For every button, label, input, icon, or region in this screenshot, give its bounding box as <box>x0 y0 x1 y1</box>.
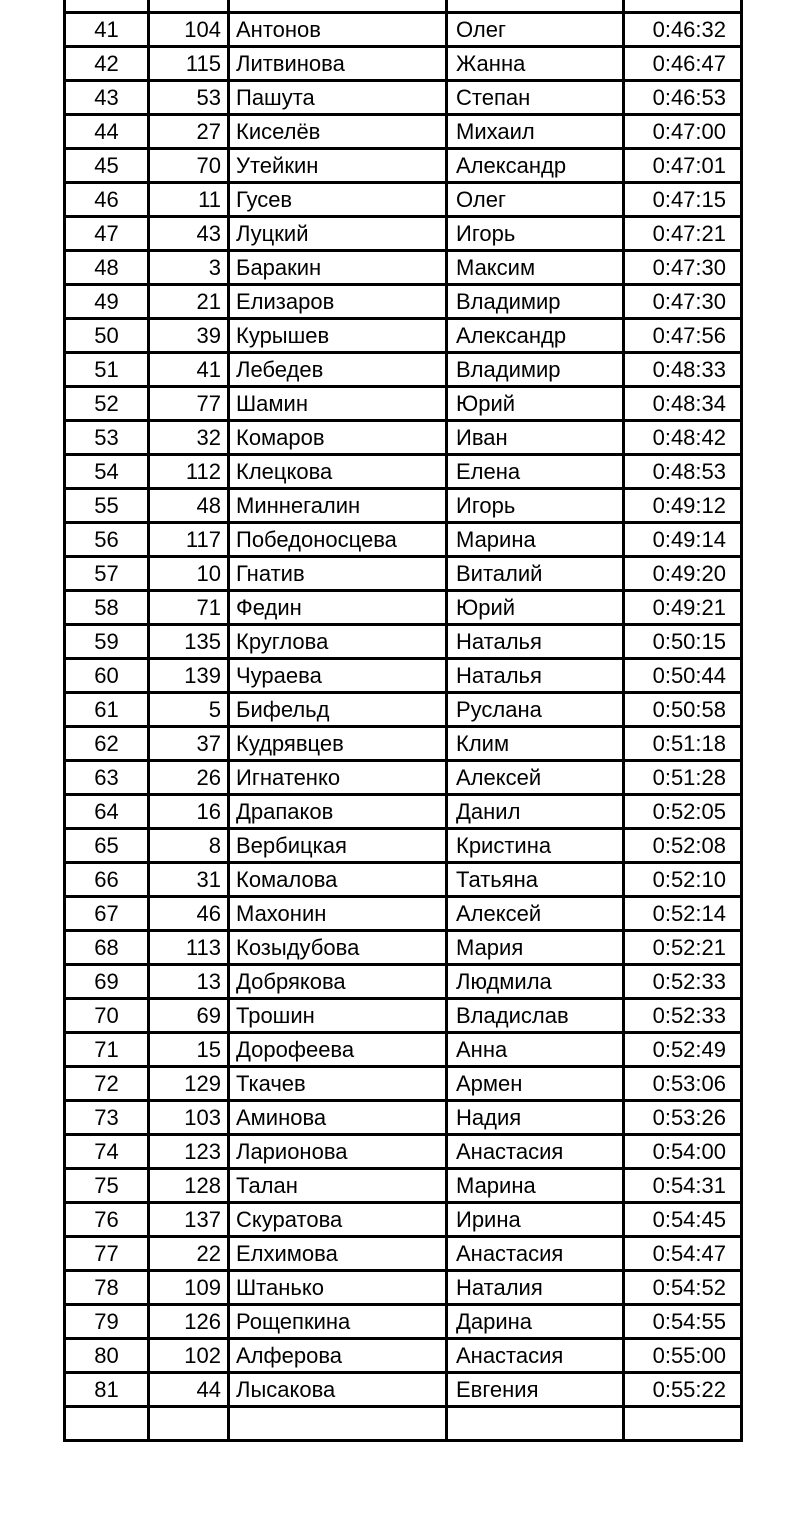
bib-cell: 26 <box>149 761 229 795</box>
time-cell: 0:48:33 <box>624 353 742 387</box>
last-name-cell: Победоносцева <box>229 523 447 557</box>
last-name-cell: Ткачев <box>229 1067 447 1101</box>
place-cell: 60 <box>65 659 149 693</box>
first-name-cell: Елена <box>447 455 624 489</box>
place-cell: 44 <box>65 115 149 149</box>
table-row <box>65 1101 742 1135</box>
time-cell <box>624 1407 742 1441</box>
time-cell: 0:52:49 <box>624 1033 742 1067</box>
bib-cell: 27 <box>149 115 229 149</box>
first-name-cell <box>447 0 624 13</box>
bib-cell: 139 <box>149 659 229 693</box>
last-name-cell: Литвинова <box>229 47 447 81</box>
table-row <box>65 523 742 557</box>
table-row <box>65 353 742 387</box>
first-name-cell: Михаил <box>447 115 624 149</box>
last-name-cell: Гнатив <box>229 557 447 591</box>
place-cell: 46 <box>65 183 149 217</box>
place-cell: 70 <box>65 999 149 1033</box>
table-row <box>65 47 742 81</box>
table-row <box>65 387 742 421</box>
time-cell: 0:52:21 <box>624 931 742 965</box>
last-name-cell: Бифельд <box>229 693 447 727</box>
last-name-cell: Курышев <box>229 319 447 353</box>
table-row <box>65 1135 742 1169</box>
last-name-cell: Вербицкая <box>229 829 447 863</box>
table-row <box>65 149 742 183</box>
place-cell: 48 <box>65 251 149 285</box>
first-name-cell: Виталий <box>447 557 624 591</box>
table-row <box>65 999 742 1033</box>
first-name-cell: Марина <box>447 1169 624 1203</box>
bib-cell: 77 <box>149 387 229 421</box>
results-table <box>63 0 743 1442</box>
place-cell: 75 <box>65 1169 149 1203</box>
last-name-cell: Дорофеева <box>229 1033 447 1067</box>
last-name-cell: Шамин <box>229 387 447 421</box>
last-name-cell: Трошин <box>229 999 447 1033</box>
last-name-cell: Кудрявцев <box>229 727 447 761</box>
bib-cell: 53 <box>149 81 229 115</box>
place-cell: 42 <box>65 47 149 81</box>
table-row <box>65 897 742 931</box>
first-name-cell: Степан <box>447 81 624 115</box>
time-cell: 0:46:32 <box>624 13 742 47</box>
table-row <box>65 1339 742 1373</box>
place-cell: 81 <box>65 1373 149 1407</box>
table-row <box>65 1203 742 1237</box>
table-row <box>65 659 742 693</box>
bib-cell: 11 <box>149 183 229 217</box>
first-name-cell: Татьяна <box>447 863 624 897</box>
first-name-cell: Армен <box>447 1067 624 1101</box>
bib-cell: 71 <box>149 591 229 625</box>
time-cell: 0:47:30 <box>624 251 742 285</box>
place-cell: 54 <box>65 455 149 489</box>
place-cell: 65 <box>65 829 149 863</box>
table-row <box>65 591 742 625</box>
table-row <box>65 1033 742 1067</box>
place-cell: 71 <box>65 1033 149 1067</box>
place-cell: 57 <box>65 557 149 591</box>
bib-cell: 126 <box>149 1305 229 1339</box>
bib-cell: 113 <box>149 931 229 965</box>
bib-cell: 41 <box>149 353 229 387</box>
table-row <box>65 1067 742 1101</box>
bib-cell: 135 <box>149 625 229 659</box>
table-row <box>65 455 742 489</box>
first-name-cell: Дарина <box>447 1305 624 1339</box>
time-cell: 0:52:14 <box>624 897 742 931</box>
place-cell: 78 <box>65 1271 149 1305</box>
table-row <box>65 81 742 115</box>
bib-cell: 48 <box>149 489 229 523</box>
place-cell: 74 <box>65 1135 149 1169</box>
bib-cell: 69 <box>149 999 229 1033</box>
time-cell: 0:47:00 <box>624 115 742 149</box>
place-cell: 49 <box>65 285 149 319</box>
place-cell: 50 <box>65 319 149 353</box>
time-cell: 0:50:15 <box>624 625 742 659</box>
place-cell: 63 <box>65 761 149 795</box>
bib-cell: 16 <box>149 795 229 829</box>
last-name-cell: Драпаков <box>229 795 447 829</box>
time-cell: 0:51:28 <box>624 761 742 795</box>
time-cell: 0:46:53 <box>624 81 742 115</box>
bib-cell: 46 <box>149 897 229 931</box>
first-name-cell: Жанна <box>447 47 624 81</box>
last-name-cell <box>229 1407 447 1441</box>
first-name-cell: Владислав <box>447 999 624 1033</box>
last-name-cell: Миннегалин <box>229 489 447 523</box>
place-cell: 43 <box>65 81 149 115</box>
bib-cell: 112 <box>149 455 229 489</box>
table-row <box>65 251 742 285</box>
bib-cell: 128 <box>149 1169 229 1203</box>
first-name-cell: Руслана <box>447 693 624 727</box>
bib-cell: 103 <box>149 1101 229 1135</box>
table-row <box>65 489 742 523</box>
first-name-cell: Алексей <box>447 761 624 795</box>
last-name-cell: Лысакова <box>229 1373 447 1407</box>
place-cell: 79 <box>65 1305 149 1339</box>
table-row <box>65 183 742 217</box>
first-name-cell: Владимир <box>447 353 624 387</box>
first-name-cell <box>447 1407 624 1441</box>
place-cell: 58 <box>65 591 149 625</box>
first-name-cell: Максим <box>447 251 624 285</box>
bib-cell: 8 <box>149 829 229 863</box>
first-name-cell: Иван <box>447 421 624 455</box>
place-cell: 73 <box>65 1101 149 1135</box>
table-row <box>65 1169 742 1203</box>
time-cell: 0:48:34 <box>624 387 742 421</box>
time-cell: 0:47:21 <box>624 217 742 251</box>
last-name-cell: Скуратова <box>229 1203 447 1237</box>
time-cell: 0:55:22 <box>624 1373 742 1407</box>
bib-cell: 104 <box>149 13 229 47</box>
time-cell: 0:50:58 <box>624 693 742 727</box>
time-cell: 0:48:53 <box>624 455 742 489</box>
place-cell: 47 <box>65 217 149 251</box>
time-cell: 0:54:52 <box>624 1271 742 1305</box>
bib-cell: 109 <box>149 1271 229 1305</box>
time-cell: 0:55:00 <box>624 1339 742 1373</box>
bib-cell: 43 <box>149 217 229 251</box>
first-name-cell: Игорь <box>447 489 624 523</box>
first-name-cell: Анастасия <box>447 1237 624 1271</box>
first-name-cell: Юрий <box>447 387 624 421</box>
place-cell <box>65 0 149 13</box>
bib-cell: 10 <box>149 557 229 591</box>
last-name-cell: Клецкова <box>229 455 447 489</box>
first-name-cell: Анастасия <box>447 1135 624 1169</box>
place-cell: 66 <box>65 863 149 897</box>
place-cell: 67 <box>65 897 149 931</box>
time-cell: 0:52:10 <box>624 863 742 897</box>
place-cell: 41 <box>65 13 149 47</box>
bib-cell: 117 <box>149 523 229 557</box>
place-cell: 45 <box>65 149 149 183</box>
last-name-cell: Ларионова <box>229 1135 447 1169</box>
table-row <box>65 625 742 659</box>
time-cell: 0:53:26 <box>624 1101 742 1135</box>
bib-cell: 31 <box>149 863 229 897</box>
last-name-cell: Козыдубова <box>229 931 447 965</box>
bib-cell: 115 <box>149 47 229 81</box>
time-cell <box>624 0 742 13</box>
last-name-cell: Гусев <box>229 183 447 217</box>
first-name-cell: Игорь <box>447 217 624 251</box>
time-cell: 0:54:45 <box>624 1203 742 1237</box>
place-cell: 56 <box>65 523 149 557</box>
place-cell: 77 <box>65 1237 149 1271</box>
time-cell: 0:50:44 <box>624 659 742 693</box>
first-name-cell: Анна <box>447 1033 624 1067</box>
time-cell: 0:48:42 <box>624 421 742 455</box>
place-cell: 76 <box>65 1203 149 1237</box>
last-name-cell <box>229 0 447 13</box>
first-name-cell: Юрий <box>447 591 624 625</box>
last-name-cell: Комаров <box>229 421 447 455</box>
time-cell: 0:49:21 <box>624 591 742 625</box>
place-cell: 68 <box>65 931 149 965</box>
place-cell: 72 <box>65 1067 149 1101</box>
first-name-cell: Олег <box>447 13 624 47</box>
time-cell: 0:52:08 <box>624 829 742 863</box>
bib-cell: 37 <box>149 727 229 761</box>
time-cell: 0:49:14 <box>624 523 742 557</box>
first-name-cell: Ирина <box>447 1203 624 1237</box>
time-cell: 0:47:30 <box>624 285 742 319</box>
place-cell <box>65 1407 149 1441</box>
bib-cell: 39 <box>149 319 229 353</box>
table-row-bottom-edge <box>65 1407 742 1441</box>
place-cell: 51 <box>65 353 149 387</box>
last-name-cell: Лебедев <box>229 353 447 387</box>
time-cell: 0:49:12 <box>624 489 742 523</box>
table-row <box>65 965 742 999</box>
last-name-cell: Луцкий <box>229 217 447 251</box>
table-row <box>65 1373 742 1407</box>
place-cell: 55 <box>65 489 149 523</box>
first-name-cell: Марина <box>447 523 624 557</box>
first-name-cell: Наталья <box>447 659 624 693</box>
last-name-cell: Антонов <box>229 13 447 47</box>
first-name-cell: Александр <box>447 319 624 353</box>
bib-cell: 102 <box>149 1339 229 1373</box>
time-cell: 0:54:31 <box>624 1169 742 1203</box>
first-name-cell: Алексей <box>447 897 624 931</box>
time-cell: 0:54:55 <box>624 1305 742 1339</box>
last-name-cell: Пашута <box>229 81 447 115</box>
last-name-cell: Аминова <box>229 1101 447 1135</box>
last-name-cell: Штанько <box>229 1271 447 1305</box>
first-name-cell: Людмила <box>447 965 624 999</box>
last-name-cell: Круглова <box>229 625 447 659</box>
bib-cell: 70 <box>149 149 229 183</box>
last-name-cell: Чураева <box>229 659 447 693</box>
first-name-cell: Клим <box>447 727 624 761</box>
place-cell: 52 <box>65 387 149 421</box>
time-cell: 0:53:06 <box>624 1067 742 1101</box>
place-cell: 69 <box>65 965 149 999</box>
first-name-cell: Олег <box>447 183 624 217</box>
table-row <box>65 13 742 47</box>
bib-cell: 123 <box>149 1135 229 1169</box>
table-row <box>65 863 742 897</box>
table-row-top-edge <box>65 0 742 13</box>
last-name-cell: Киселёв <box>229 115 447 149</box>
time-cell: 0:52:05 <box>624 795 742 829</box>
place-cell: 61 <box>65 693 149 727</box>
place-cell: 62 <box>65 727 149 761</box>
bib-cell: 32 <box>149 421 229 455</box>
time-cell: 0:49:20 <box>624 557 742 591</box>
place-cell: 53 <box>65 421 149 455</box>
last-name-cell: Елхимова <box>229 1237 447 1271</box>
bib-cell: 13 <box>149 965 229 999</box>
last-name-cell: Талан <box>229 1169 447 1203</box>
first-name-cell: Анастасия <box>447 1339 624 1373</box>
last-name-cell: Алферова <box>229 1339 447 1373</box>
time-cell: 0:54:47 <box>624 1237 742 1271</box>
place-cell: 59 <box>65 625 149 659</box>
bib-cell: 137 <box>149 1203 229 1237</box>
time-cell: 0:47:15 <box>624 183 742 217</box>
last-name-cell: Федин <box>229 591 447 625</box>
time-cell: 0:46:47 <box>624 47 742 81</box>
place-cell: 80 <box>65 1339 149 1373</box>
table-row <box>65 829 742 863</box>
bib-cell: 21 <box>149 285 229 319</box>
table-row <box>65 217 742 251</box>
last-name-cell: Добрякова <box>229 965 447 999</box>
table-row <box>65 1237 742 1271</box>
time-cell: 0:51:18 <box>624 727 742 761</box>
table-row <box>65 1305 742 1339</box>
table-row <box>65 115 742 149</box>
last-name-cell: Махонин <box>229 897 447 931</box>
table-row <box>65 693 742 727</box>
last-name-cell: Баракин <box>229 251 447 285</box>
first-name-cell: Наталия <box>447 1271 624 1305</box>
last-name-cell: Елизаров <box>229 285 447 319</box>
results-table-body <box>65 0 742 1441</box>
place-cell: 64 <box>65 795 149 829</box>
bib-cell: 15 <box>149 1033 229 1067</box>
last-name-cell: Утейкин <box>229 149 447 183</box>
table-row <box>65 557 742 591</box>
time-cell: 0:47:56 <box>624 319 742 353</box>
first-name-cell: Александр <box>447 149 624 183</box>
last-name-cell: Комалова <box>229 863 447 897</box>
table-row <box>65 421 742 455</box>
bib-cell <box>149 1407 229 1441</box>
time-cell: 0:52:33 <box>624 965 742 999</box>
first-name-cell: Владимир <box>447 285 624 319</box>
first-name-cell: Мария <box>447 931 624 965</box>
time-cell: 0:52:33 <box>624 999 742 1033</box>
time-cell: 0:54:00 <box>624 1135 742 1169</box>
first-name-cell: Данил <box>447 795 624 829</box>
time-cell: 0:47:01 <box>624 149 742 183</box>
bib-cell: 44 <box>149 1373 229 1407</box>
bib-cell: 22 <box>149 1237 229 1271</box>
table-row <box>65 1271 742 1305</box>
table-row <box>65 727 742 761</box>
first-name-cell: Надия <box>447 1101 624 1135</box>
last-name-cell: Рощепкина <box>229 1305 447 1339</box>
table-row <box>65 761 742 795</box>
table-row <box>65 319 742 353</box>
bib-cell: 5 <box>149 693 229 727</box>
first-name-cell: Евгения <box>447 1373 624 1407</box>
table-row <box>65 285 742 319</box>
last-name-cell: Игнатенко <box>229 761 447 795</box>
first-name-cell: Кристина <box>447 829 624 863</box>
first-name-cell: Наталья <box>447 625 624 659</box>
bib-cell <box>149 0 229 13</box>
table-row <box>65 931 742 965</box>
bib-cell: 129 <box>149 1067 229 1101</box>
table-row <box>65 795 742 829</box>
bib-cell: 3 <box>149 251 229 285</box>
